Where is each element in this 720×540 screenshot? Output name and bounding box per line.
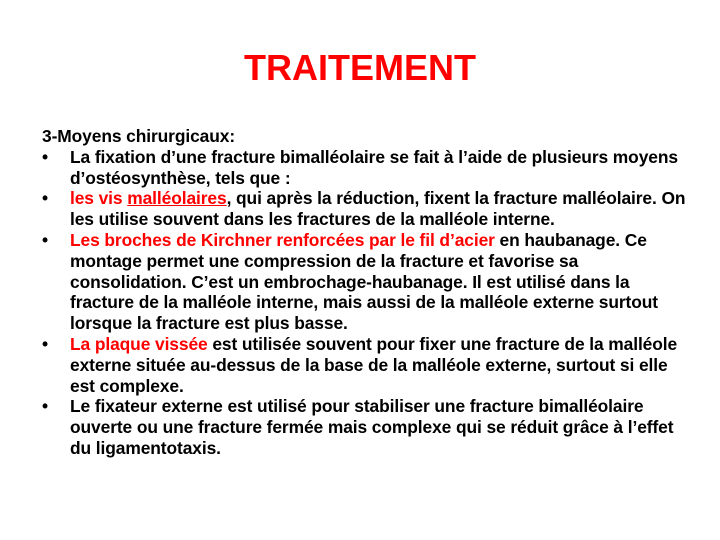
list-item <box>42 230 692 334</box>
bullet-marker: • <box>42 146 48 167</box>
bullet-marker: • <box>42 188 48 209</box>
item-highlight: Les broches de Kirchner renforcées par le fil d’acier <box>70 229 495 250</box>
item-text: en haubanage. Ce montage permet une compression de la fracture et favorise sa consolidation. C’est un embrochage-haubanage. Il est utilisé dans la fracture de la malléole interne, mais aussi de la malléole externe surtout lorsque la fracture est plus basse. <box>70 229 658 334</box>
bullet-marker: • <box>42 333 48 354</box>
slide-content <box>42 126 692 459</box>
slide-title: TRAITEMENT <box>244 47 476 88</box>
bullet-list <box>42 147 692 459</box>
bullet-marker: • <box>42 229 48 250</box>
item-text: Le fixateur externe est utilisé pour stabiliser une fracture bimalléolaire ouverte ou une fracture fermée mais complexe qui se réduit grâce à l’effet du ligamentotaxis. <box>70 396 674 458</box>
bullet-marker: • <box>42 396 48 417</box>
list-item <box>42 188 692 230</box>
list-item <box>42 396 692 458</box>
item-highlight-underlined: malléolaires <box>127 188 227 209</box>
item-highlight: La plaque vissée <box>70 333 208 354</box>
section-heading: 3-Moyens chirurgicaux: <box>42 126 236 146</box>
item-text: , qui après la réduction, fixent la fracture malléolaire. On les utilise souvent dans les fractures de la malléole interne. <box>70 188 686 230</box>
item-text: La fixation d’une fracture bimalléolaire se fait à l’aide de plusieurs moyens d’ostéosynthèse, tels que : <box>70 146 678 188</box>
list-item <box>42 334 692 396</box>
item-text: est utilisée souvent pour fixer une fracture de la malléole externe située au-dessus de la base de la malléole externe, surtout si elle est complexe. <box>70 333 678 396</box>
list-item <box>42 147 692 189</box>
item-highlight: les vis <box>70 188 128 209</box>
